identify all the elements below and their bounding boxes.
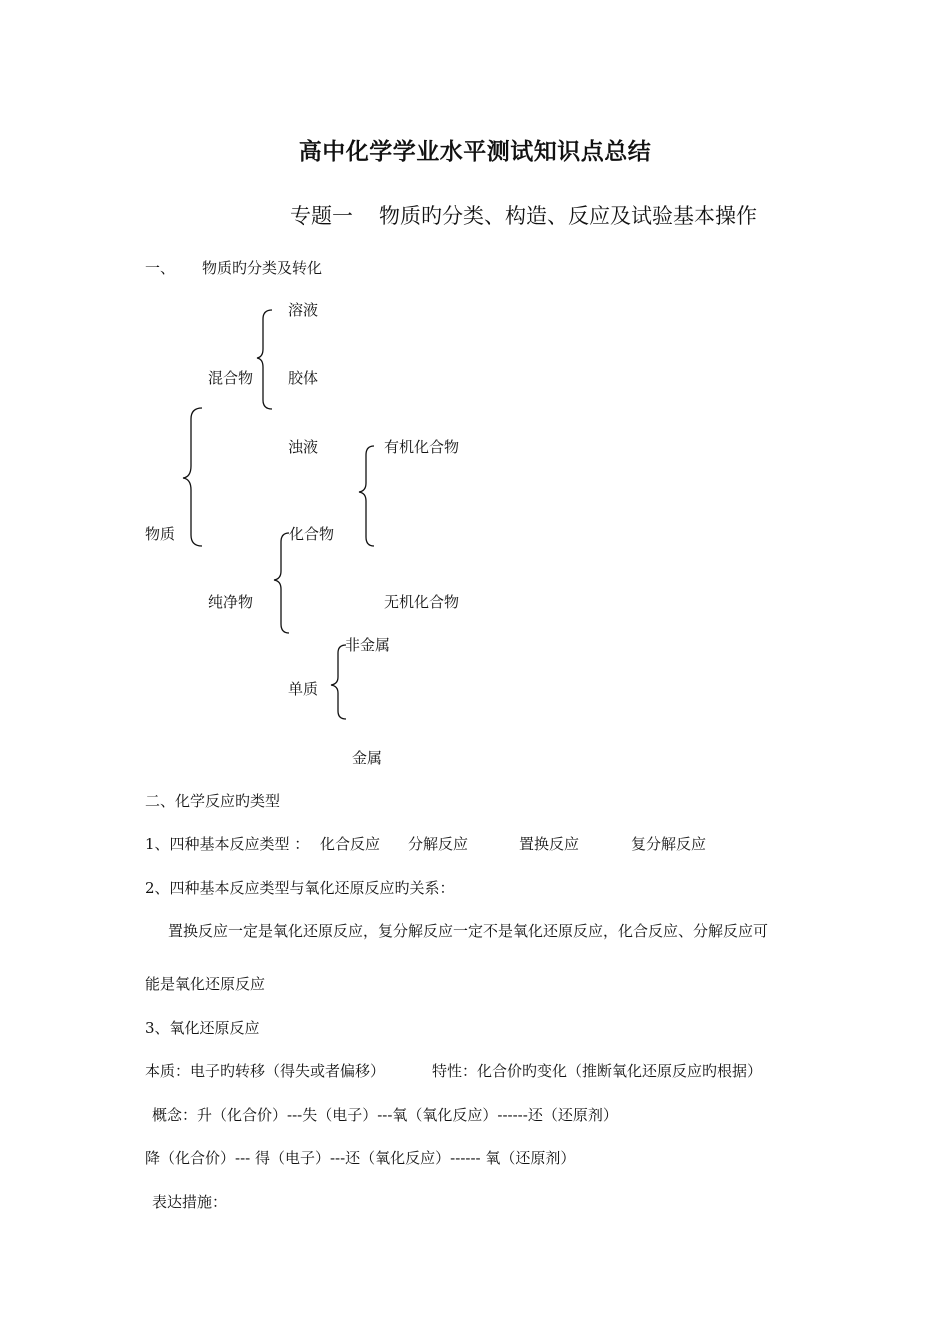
tree-element: 单质 (288, 680, 319, 698)
tree-solution: 溶液 (288, 301, 319, 319)
section-1-heading: 物质旳分类及转化 (202, 259, 323, 277)
redox-concept-2: 降（化合价）--- 得（电子）---还（氧化反应）------ 氧（还原剂） (145, 1149, 576, 1167)
reaction-type: 分解反应 (408, 835, 469, 853)
redox-essence: 本质：电子旳转移（得失或者偏移） (145, 1062, 386, 1080)
item-2-label: 2、四种基本反应类型与氧化还原反应旳关系： (145, 879, 455, 897)
tree-colloid: 胶体 (288, 369, 319, 387)
brace-element (331, 645, 346, 719)
redox-concept-1: 概念：升（化合价）---失（电子）---氧（氧化反应）------还（还原剂） (152, 1106, 618, 1124)
reaction-type: 复分解反应 (631, 835, 707, 853)
reaction-type: 化合反应 (320, 835, 381, 853)
redox-expression: 表达措施： (152, 1193, 228, 1211)
tree-metal: 金属 (352, 749, 383, 767)
tree-compound: 化合物 (289, 525, 335, 543)
tree-organic: 有机化合物 (384, 438, 460, 456)
topic-number: 专题一 (290, 204, 353, 228)
item-1-label: 1、四种基本反应类型 ： (145, 835, 310, 853)
tree-turbid: 浊液 (288, 438, 319, 456)
section-1-number: 一、 (145, 259, 176, 277)
tree-root: 物质 (145, 525, 176, 543)
topic-text: 物质旳分类、构造、反应及试验基本操作 (379, 204, 757, 228)
brace-mixture (257, 310, 272, 409)
brace-substance (183, 408, 202, 546)
redox-feature: 特性：化合价旳变化（推断氧化还原反应旳根据） (432, 1062, 763, 1080)
section-2-heading: 二、化学反应旳类型 (145, 792, 281, 810)
tree-pure: 纯净物 (208, 593, 254, 611)
document-title: 高中化学学业水平测试知识点总结 (298, 139, 652, 165)
relation-paragraph-line-1: 置换反应一定是氧化还原反应，复分解反应一定不是氧化还原反应，化合反应、分解反应可 (168, 922, 769, 940)
tree-mixture: 混合物 (208, 369, 254, 387)
reaction-type: 置换反应 (519, 835, 580, 853)
item-3-label: 3、氧化还原反应 (145, 1019, 260, 1037)
tree-inorganic: 无机化合物 (384, 593, 460, 611)
brace-pure (274, 533, 289, 633)
relation-paragraph-line-2: 能是氧化还原反应 (145, 975, 266, 993)
tree-nonmetal: 非金属 (345, 636, 391, 654)
brace-compound (359, 446, 374, 546)
